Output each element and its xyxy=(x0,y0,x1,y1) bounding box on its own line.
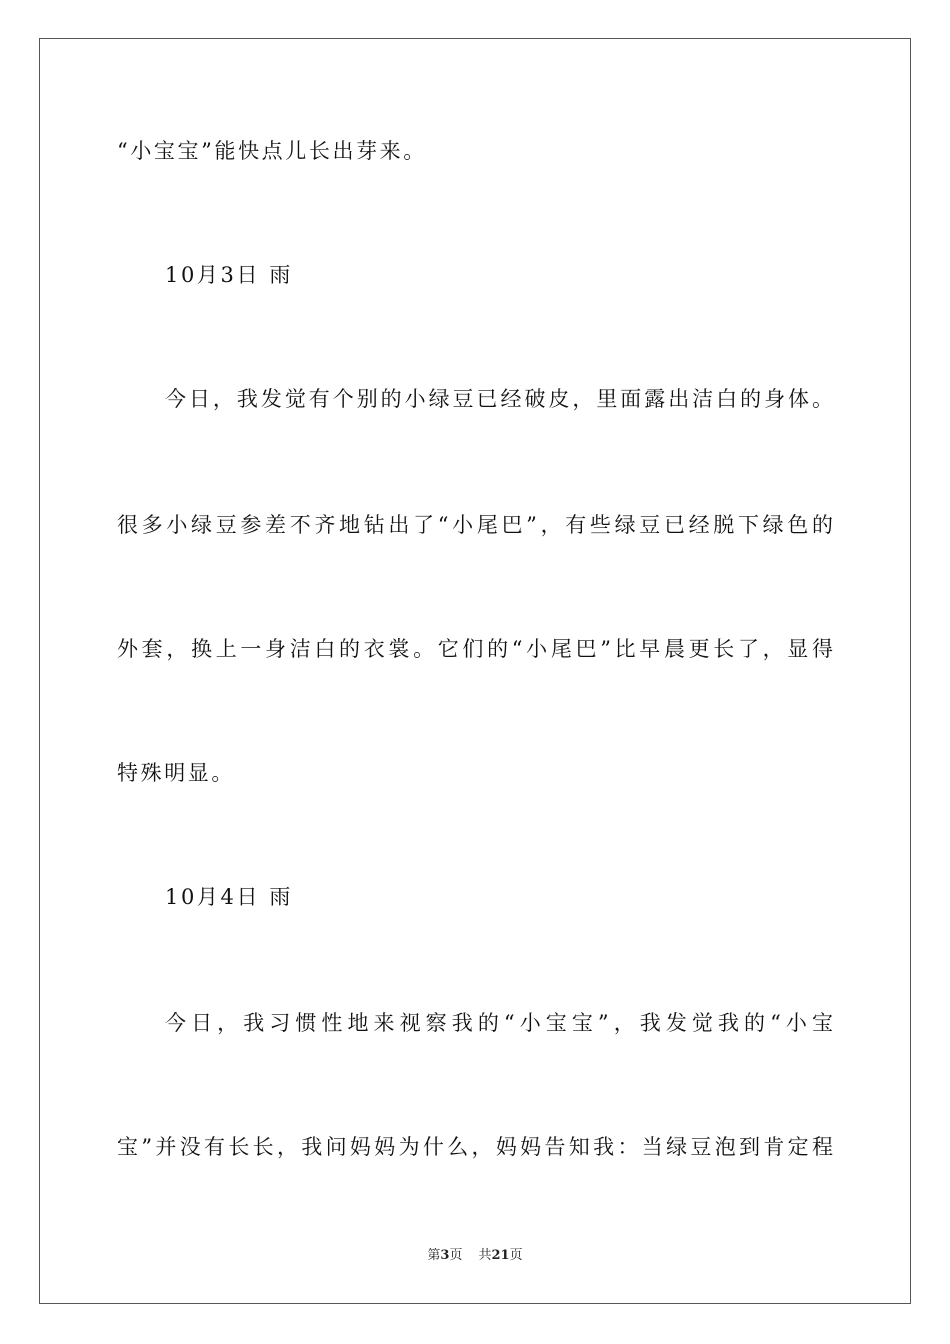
diary-date-oct-3: 10月3日 雨 xyxy=(165,263,293,287)
footer-total-pages: 21 xyxy=(491,1248,510,1263)
footer-page-suffix: 页 xyxy=(449,1248,463,1263)
footer-total-prefix: 共 xyxy=(478,1248,492,1263)
text-line-8: 今日，我习惯性地来视察我的“小宝宝”，我发觉我的“小宝 xyxy=(165,1011,833,1035)
text-line-9: 宝”并没有长长，我问妈妈为什么，妈妈告知我：当绿豆泡到肯定程 xyxy=(117,1135,833,1159)
footer-total-suffix: 页 xyxy=(509,1248,523,1263)
footer-page-number: 3 xyxy=(440,1248,450,1263)
page-footer xyxy=(0,1247,950,1265)
text-line-1: “小宝宝”能快点儿长出芽来。 xyxy=(117,139,427,163)
text-line-5: 外套，换上一身洁白的衣裳。它们的“小尾巴”比早晨更长了，显得 xyxy=(117,637,833,661)
footer-page-prefix: 第 xyxy=(427,1248,441,1263)
text-line-4: 很多小绿豆参差不齐地钻出了“小尾巴”，有些绿豆已经脱下绿色的 xyxy=(117,513,833,537)
diary-date-oct-4: 10月4日 雨 xyxy=(165,885,293,909)
text-line-3: 今日，我发觉有个别的小绿豆已经破皮，里面露出洁白的身体。 xyxy=(165,387,833,411)
text-line-6: 特殊明显。 xyxy=(117,761,235,785)
page-border xyxy=(39,38,911,1304)
